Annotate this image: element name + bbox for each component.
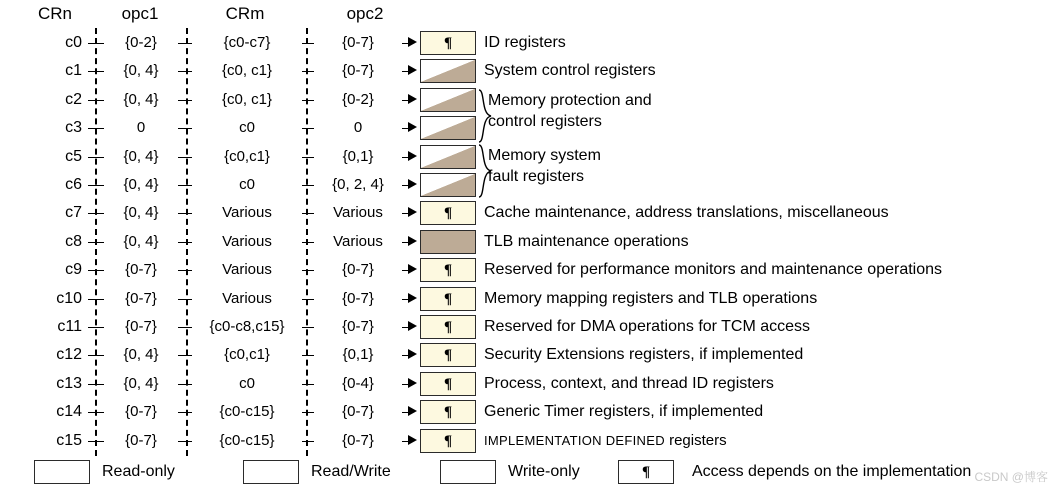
row-opc1-value: {0, 4} xyxy=(104,60,178,82)
pilcrow-icon: ¶ xyxy=(443,404,453,420)
table-row xyxy=(0,286,1056,312)
row-opc1-value: {0, 4} xyxy=(104,174,178,196)
access-type-box xyxy=(420,173,476,197)
row-crm-value: Various xyxy=(192,259,302,281)
group-label-line2: control registers xyxy=(488,113,602,130)
row-arrow-icon xyxy=(408,37,417,47)
row-arrow-icon xyxy=(408,435,417,445)
table-row xyxy=(0,314,1056,340)
row-description-smallcaps: IMPLEMENTATION DEFINED xyxy=(484,433,665,448)
legend-swatch-read-only xyxy=(34,460,90,484)
legend-swatch-implementation xyxy=(618,460,674,484)
pilcrow-icon: ¶ xyxy=(443,35,453,51)
row-arrow-icon xyxy=(408,236,417,246)
row-crm-value: c0 xyxy=(192,174,302,196)
group-label-line1: Memory system xyxy=(488,147,601,164)
access-type-box xyxy=(420,287,476,311)
row-arrow-icon xyxy=(408,179,417,189)
table-row xyxy=(0,342,1056,368)
row-opc2-value: {0, 2, 4} xyxy=(314,174,402,196)
table-row xyxy=(0,399,1056,425)
column-header-crn: CRn xyxy=(37,4,72,23)
row-crn-label: c0 xyxy=(65,34,82,51)
row-crm-value: c0 xyxy=(192,117,302,139)
access-type-box xyxy=(420,400,476,424)
table-row xyxy=(0,30,1056,56)
row-crn-label: c1 xyxy=(65,62,82,79)
row-crm-value: {c0, c1} xyxy=(192,60,302,82)
column-header-opc2: opc2 xyxy=(346,4,384,23)
row-opc1-value: {0-7} xyxy=(104,430,178,452)
row-arrow-icon xyxy=(408,65,417,75)
row-crn-label: c2 xyxy=(65,91,82,108)
access-type-box xyxy=(420,88,476,112)
row-crn-label: c9 xyxy=(65,261,82,278)
row-opc1-value: {0-7} xyxy=(104,288,178,310)
row-description-tail: registers xyxy=(664,432,727,449)
pilcrow-icon: ¶ xyxy=(641,464,651,480)
row-opc2-value: {0-7} xyxy=(314,316,402,338)
row-description xyxy=(484,430,727,452)
table-row xyxy=(0,257,1056,283)
row-arrow-icon xyxy=(408,378,417,388)
pilcrow-icon: ¶ xyxy=(443,347,453,363)
row-description: Generic Timer registers, if implemented xyxy=(484,403,764,420)
row-description: Reserved for DMA operations for TCM access xyxy=(484,318,811,335)
row-opc2-value: {0-2} xyxy=(314,89,402,111)
legend-swatch-write-only xyxy=(440,460,496,484)
row-crm-value: {c0-c15} xyxy=(192,430,302,452)
row-crm-value: Various xyxy=(192,288,302,310)
row-crm-value: c0 xyxy=(192,373,302,395)
access-type-box xyxy=(420,258,476,282)
column-header-crm: CRm xyxy=(225,4,265,23)
access-type-box xyxy=(420,429,476,453)
row-crm-value: Various xyxy=(192,202,302,224)
row-opc1-value: {0-7} xyxy=(104,316,178,338)
row-opc1-value: {0, 4} xyxy=(104,146,178,168)
table-row xyxy=(0,428,1056,454)
row-description: Reserved for performance monitors and maintenance operations xyxy=(484,261,943,278)
legend xyxy=(20,458,1030,486)
row-arrow-icon xyxy=(408,94,417,104)
group-label-memory-fault xyxy=(488,145,601,187)
row-crm-value: Various xyxy=(192,231,302,253)
pilcrow-icon: ¶ xyxy=(443,319,453,335)
row-crn-label: c12 xyxy=(56,346,82,363)
row-opc2-value: {0,1} xyxy=(314,146,402,168)
row-crn-label: c10 xyxy=(56,290,82,307)
row-arrow-icon xyxy=(408,349,417,359)
pilcrow-icon: ¶ xyxy=(443,291,453,307)
row-opc2-value: {0,1} xyxy=(314,344,402,366)
row-crn-label: c6 xyxy=(65,176,82,193)
group-label-line1: Memory protection and xyxy=(488,92,652,109)
access-type-box xyxy=(420,315,476,339)
legend-swatch-read-write xyxy=(243,460,299,484)
row-crn-label: c3 xyxy=(65,119,82,136)
access-type-box xyxy=(420,116,476,140)
row-opc1-value: {0-7} xyxy=(104,401,178,423)
row-description: Process, context, and thread ID registers xyxy=(484,375,774,392)
row-description: ID registers xyxy=(484,34,566,51)
row-opc2-value: {0-7} xyxy=(314,401,402,423)
row-opc2-value: {0-7} xyxy=(314,288,402,310)
row-description: TLB maintenance operations xyxy=(484,233,689,250)
access-type-box xyxy=(420,201,476,225)
row-crm-value: {c0,c1} xyxy=(192,344,302,366)
access-type-box xyxy=(420,31,476,55)
row-opc2-value: Various xyxy=(314,202,402,224)
legend-label-write-only: Write-only xyxy=(508,463,580,480)
row-opc1-value: 0 xyxy=(104,117,178,139)
row-arrow-icon xyxy=(408,151,417,161)
row-opc2-value: {0-7} xyxy=(314,430,402,452)
table-row xyxy=(0,229,1056,255)
row-opc2-value: Various xyxy=(314,231,402,253)
table-row xyxy=(0,200,1056,226)
row-arrow-icon xyxy=(408,264,417,274)
table-row xyxy=(0,371,1056,397)
row-opc1-value: {0-2} xyxy=(104,32,178,54)
row-opc1-value: {0, 4} xyxy=(104,231,178,253)
access-type-box xyxy=(420,372,476,396)
row-description: Cache maintenance, address translations, miscellaneous xyxy=(484,204,889,221)
row-crn-label: c8 xyxy=(65,233,82,250)
row-description: Memory mapping registers and TLB operations xyxy=(484,290,818,307)
column-header-opc1: opc1 xyxy=(121,4,159,23)
pilcrow-icon: ¶ xyxy=(443,376,453,392)
row-opc1-value: {0, 4} xyxy=(104,344,178,366)
row-arrow-icon xyxy=(408,406,417,416)
row-crn-label: c5 xyxy=(65,148,82,165)
row-crn-label: c7 xyxy=(65,204,82,221)
row-arrow-icon xyxy=(408,122,417,132)
legend-label-implementation: Access depends on the implementation xyxy=(692,463,972,480)
legend-label-read-only: Read-only xyxy=(102,463,175,480)
watermark: CSDN @博客 xyxy=(974,470,1048,484)
row-description: Security Extensions registers, if implemented xyxy=(484,346,804,363)
row-opc1-value: {0, 4} xyxy=(104,89,178,111)
row-opc1-value: {0, 4} xyxy=(104,202,178,224)
group-label-memory-protection xyxy=(488,90,652,132)
row-arrow-icon xyxy=(408,207,417,217)
row-description: System control registers xyxy=(484,62,656,79)
access-type-box xyxy=(420,343,476,367)
table-row xyxy=(0,58,1056,84)
row-opc2-value: {0-7} xyxy=(314,32,402,54)
access-type-box xyxy=(420,230,476,254)
row-crn-label: c14 xyxy=(56,403,82,420)
row-opc2-value: {0-7} xyxy=(314,60,402,82)
row-crn-label: c15 xyxy=(56,432,82,449)
pilcrow-icon: ¶ xyxy=(443,262,453,278)
row-crn-label: c11 xyxy=(57,318,82,335)
row-arrow-icon xyxy=(408,293,417,303)
access-type-box xyxy=(420,59,476,83)
row-crm-value: {c0-c15} xyxy=(192,401,302,423)
pilcrow-icon: ¶ xyxy=(443,433,453,449)
row-crm-value: {c0-c7} xyxy=(192,32,302,54)
row-opc1-value: {0, 4} xyxy=(104,373,178,395)
pilcrow-icon: ¶ xyxy=(443,205,453,221)
row-crn-label: c13 xyxy=(56,375,82,392)
row-opc2-value: {0-4} xyxy=(314,373,402,395)
group-label-line2: fault registers xyxy=(488,168,585,185)
row-opc2-value: {0-7} xyxy=(314,259,402,281)
access-type-box xyxy=(420,145,476,169)
row-opc2-value: 0 xyxy=(314,117,402,139)
row-opc1-value: {0-7} xyxy=(104,259,178,281)
row-crm-value: {c0, c1} xyxy=(192,89,302,111)
row-crm-value: {c0,c1} xyxy=(192,146,302,168)
legend-label-read-write: Read/Write xyxy=(311,463,391,480)
row-crm-value: {c0-c8,c15} xyxy=(192,316,302,338)
row-arrow-icon xyxy=(408,321,417,331)
